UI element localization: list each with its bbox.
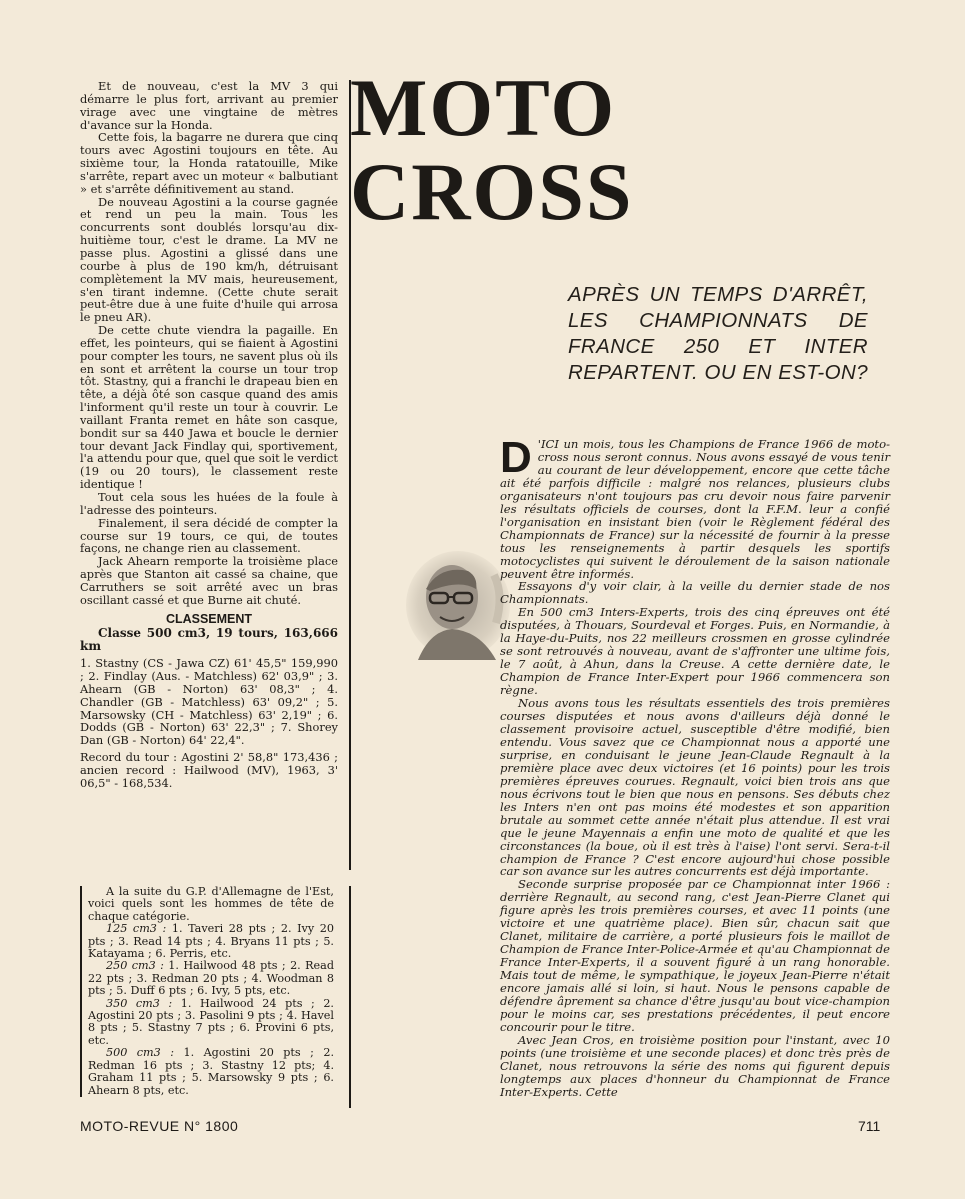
left-paragraph: De cette chute viendra la pagaille. En effet, les pointeurs, qui se fiaient à Agostini pour compter les tours, ne savent plus où ils en sont et arrêtent la course un tour trop tôt. Stastny, qui a franchi le drapeau bien en tête, a déjà ôté son casque quand des amis l'informent qu'il reste un tour à couvrir. Le vaillant Franta remet en hâte son casque, bondit sur sa 440 Jawa et boucle le dernier tour devant Jack Findlay qui, sportivement, l'a attendu pour que, quel que soit le verdict (19 ou 20 tours), le classement reste identique ! (80, 323, 338, 492)
column-divider (349, 886, 351, 1108)
left-paragraph: De nouveau Agostini a la course gagnée et rend un peu la main. Tous les concurrents sont doublés lorsqu'au dix-huitième tour, c'est le drame. La MV ne passe plus. Agostini a glissé dans une courbe à plus de 190 km/h, détruisant complètement la MV mais, heureusement, s'en tirant indemne. (Cette chute serait peut-être due à une fuite d'huile qui arrosa le pneu AR). (80, 194, 338, 325)
standings-250 (88, 960, 334, 997)
class-standings-text: 1. Taveri 28 pts ; 2. Ivy 20 pts ; 3. Read 14 pts ; 4. Bryans 11 pts ; 5. Katayama ; 6. Perris, etc. (88, 922, 334, 961)
right-paragraph: Avec Jean Cros, en troisième position pour l'instant, avec 10 points (une troisième et une seconde places) et donc très près de Clanet, nous retrouvons la série des noms qui figurent depuis longtemps aux places d'honneur du Championnat de France Inter-Experts. Cette (500, 1032, 890, 1099)
drop-cap: D (500, 433, 532, 482)
left-column (80, 80, 338, 790)
class-standings-text: 1. Hailwood 48 pts ; 2. Read 22 pts ; 3. Redman 20 pts ; 4. Woodman 8 pts ; 5. Duff 6 pts ; 6. Ivy, 5 pts, etc. (88, 959, 334, 998)
lead-text: 'ICI un mois, tous les Champions de France 1966 de moto-cross nous seront connus. Nous avons essayé de vous tenir au courant de leur développement, encore que cette tâche ait été parfois difficile : malgré nos relances, plusieurs clubs organisateurs n'ont toujours pas cru devoir nous faire parvenir les résultats officiels de courses, dont la F.F.M. leur a confié l'organisation en insistant bien (voir le Règlement fédéral des Championnats de France) sur la nécessité de fournir à la presse tous les renseignements à partir desquels les sportifs motocyclistes qui suivent le déroulement de la saison nationale peuvent être informés. (500, 437, 890, 581)
lead-paragraph (500, 433, 890, 581)
title-line: CROSS (350, 146, 634, 237)
right-paragraph: Essayons d'y voir clair, à la veille du dernier stade de nos Championnats. (500, 579, 890, 607)
class-label: 250 cm3 : (106, 959, 164, 973)
left-paragraph: Cette fois, la bagarre ne durera que cinq tours avec Agostini toujours en tête. Au sixième tour, la Honda ratatouille, Mike s'arrête, repart avec un moteur « balbutiant » et s'arrête définitivement au stand. (80, 130, 338, 196)
lap-record-text: Record du tour : Agostini 2' 58,8" 173,436 ; ancien record : Hailwood (MV), 1963, 3' 06,5" - 168,534. (80, 750, 338, 790)
classement-heading: CLASSEMENT (165, 611, 253, 626)
subtitle-line: REPARTENT. OU EN EST-ON? (568, 361, 868, 384)
article-subtitle (568, 282, 868, 386)
classe-subheading: Classe 500 cm3, 19 tours, 163,666 km (80, 626, 338, 654)
race-results (80, 657, 338, 789)
championship-standings (80, 886, 334, 1097)
subtitle-line: APRÈS UN TEMPS D'ARRÊT, (568, 283, 868, 306)
standings-intro: A la suite du G.P. d'Allemagne de l'Est, voici quels sont les hommes de tête de chaque catégorie. (88, 885, 334, 923)
left-paragraph: Tout cela sous les huées de la foule à l'adresse des pointeurs. (80, 490, 338, 517)
page-number: 711 (858, 1118, 881, 1134)
standings-125 (88, 923, 334, 960)
left-paragraph: Jack Ahearn remporte la troisième place après que Stanton ait cassé sa chaine, que Carruthers se soit arrêté avec un bras oscillant cassé et que Burne ait chuté. (80, 554, 338, 607)
rider-portrait-photo (400, 545, 515, 660)
results-text: 1. Stastny (CS - Jawa CZ) 61' 45,5" 159,990 ; 2. Findlay (Aus. - Matchless) 62' 03,9" ; 3. Ahearn (GB - Norton) 63' 08,3" ; 4. Chandler (GB - Matchless) 63' 09,2" ; 5. Marsowsky (CH - Matchless) 63' 2,19" ; 6. Dodds (GB - Norton) 63' 22,3" ; 7. Shorey Dan (GB - Norton) 64' 22,4". (80, 656, 338, 748)
article-title (350, 62, 650, 237)
title-line: MOTO (350, 62, 617, 153)
class-label: 350 cm3 : (106, 996, 173, 1010)
class-label: 500 cm3 : (106, 1046, 175, 1060)
right-paragraph: En 500 cm3 Inters-Experts, trois des cinq épreuves ont été disputées, à Thouars, Sourdeval et Forges. Puis, en Normandie, à la Haye-du-Puits, nos 22 meilleurs crossmen en grosse cylindrée se sont retrouvés à nouveau, avant de s'affronter une ultime fois, le 7 août, à Ahun, dans la Creuse. A cette dernière date, le Champion de France Inter-Expert pour 1966 commencera son règne. (500, 605, 890, 698)
left-paragraph: Et de nouveau, c'est la MV 3 qui démarre le plus fort, arrivant au premier virage avec une vingtaine de mètres d'avance sur la Honda. (80, 79, 338, 132)
subtitle-line: FRANCE 250 ET INTER (568, 335, 868, 358)
standings-500 (88, 1047, 334, 1097)
subtitle-line: LES CHAMPIONNATS DE (568, 309, 868, 332)
standings-350 (88, 998, 334, 1048)
right-column (500, 433, 890, 1099)
magazine-issue-footer: MOTO-REVUE N° 1800 (80, 1118, 239, 1134)
class-standings-text: 1. Agostini 20 pts ; 2. Redman 16 pts ; 3. Stastny 12 pts; 4. Graham 11 pts ; 5. Marsowsky 9 pts ; 6. Ahearn 8 pts, etc. (88, 1046, 334, 1097)
right-paragraph: Seconde surprise proposée par ce Championnat inter 1966 : derrière Regnault, au second rang, c'est Jean-Pierre Clanet qui figure après les trois premières courses, et avec 11 points (une victoire et une quatrième place). Bien sûr, chacun sait que Clanet, militaire de carrière, a porté plusieurs fois le maillot de Champion de France Inter-Police-Armée et qu'au Championnat de France Inter-Experts, il a souvent figuré à un rang honorable. Mais tout de même, le sympathique, le joyeux Jean-Pierre n'était encore jamais allé si loin, si haut. Nous le pensons capable de défendre âprement sa chance d'être jusqu'au bout vice-champion pour le moins car, ses prestations précédentes, il peut encore concourir pour le titre. (500, 877, 890, 1034)
right-paragraph: Nous avons tous les résultats essentiels des trois premières courses disputées et nous avons d'ailleurs déjà donné le classement provisoire actuel, susceptible d'être modifié, bien entendu. Vous savez que ce Championnat nous a apporté une surprise, en conduisant le jeune Jean-Claude Regnault à la première place avec deux victoires (et 16 points) pour les trois premières épreuves courues. Regnault, voici bien trois ans que nous écrivons tout le bien que nous en pensons. Ses débuts chez les Inters n'en ont pas moins été modestes et son apparition brutale au sommet cette année n'était plus attendue. Il est vrai que le jeune Mayennais a enfin une moto de qualité et que les circonstances (la boue, où il est très à l'aise) l'ont servi. Sera-t-il champion de France ? C'est encore aujourd'hui chose possible car son avance sur les autres concurrents est déjà importante. (500, 696, 890, 879)
class-standings-text: 1. Hailwood 24 pts ; 2. Agostini 20 pts ; 3. Pasolini 9 pts ; 4. Havel 8 pts ; 5. Stastny 7 pts ; 6. Provini 6 pts, etc. (88, 996, 334, 1047)
left-paragraph: Finalement, il sera décidé de compter la course sur 19 tours, ce qui, de toutes façons, ne change rien au classement. (80, 515, 338, 556)
class-label: 125 cm3 : (106, 922, 167, 936)
